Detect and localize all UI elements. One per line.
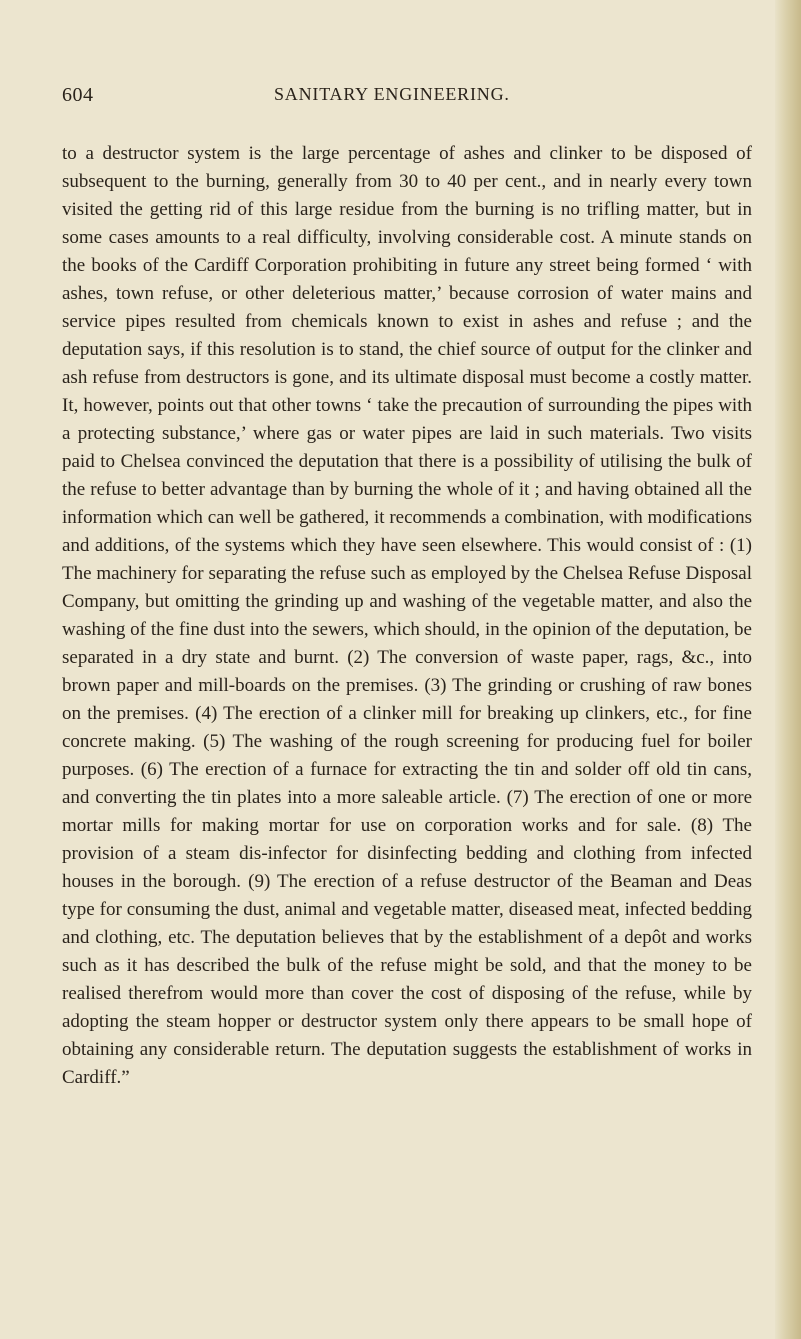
running-title: SANITARY ENGINEERING. [274, 84, 510, 104]
page-number: 604 [62, 84, 94, 106]
page-header [62, 84, 752, 114]
body-paragraph: to a destructor system is the large percentage of ashes and clinker to be disposed of subsequent to the burning, generally from 30 to 40 per cent., and in nearly every town visited the getting rid of this large residue from the burning is no trifling matter, but in some cases amounts to a real difficulty, involving considerable cost. A minute stands on the books of the Cardiff Corporation prohibiting in future any street being formed ‘ with ashes, town refuse, or other deleterious matter,’ because corrosion of water mains and service pipes resulted from chemicals known to exist in ashes and refuse ; and the deputation says, if this resolution is to stand, the chief source of output for the clinker and ash refuse from destructors is gone, and its ultimate disposal must become a costly matter. It, however, points out that other towns ‘ take the precaution of surrounding the pipes with a protecting substance,’ where gas or water pipes are laid in such materials. Two visits paid to Chelsea convinced the deputation that there is a possibility of utilising the bulk of the refuse to better advantage than by burning the whole of it ; and having obtained all the information which can well be gathered, it recommends a combination, with modifications and additions, of the systems which they have seen elsewhere. This would consist of : (1) The machinery for separating the refuse such as employed by the Chelsea Refuse Disposal Company, but omitting the grinding up and washing of the vegetable matter, and also the washing of the fine dust into the sewers, which should, in the opinion of the deputation, be separated in a dry state and burnt. (2) The conversion of waste paper, rags, &c., into brown paper and mill-boards on the premises. (3) The grinding or crushing of raw bones on the premises. (4) The erection of a clinker mill for breaking up clinkers, etc., for fine concrete making. (5) The washing of the rough screening for producing fuel for boiler purposes. (6) The erection of a furnace for extracting the tin and solder off old tin cans, and converting the tin plates into a more saleable article. (7) The erection of one or more mortar mills for making mortar for use on corporation works and for sale. (8) The provision of a steam dis-infector for disinfecting bedding and clothing from infected houses in the borough. (9) The erection of a refuse destructor of the Beaman and Deas type for consuming the dust, animal and vegetable matter, diseased meat, infected bedding and clothing, etc. The deputation believes that by the establishment of a depôt and works such as it has described the bulk of the refuse might be sold, and that the money to be realised therefrom would more than cover the cost of disposing of the refuse, while by adopting the steam hopper or destructor system only there appears to be small hope of obtaining any considerable return. The deputation suggests the establishment of works in Cardiff.” [62, 143, 752, 1088]
page-edge [775, 0, 801, 1339]
